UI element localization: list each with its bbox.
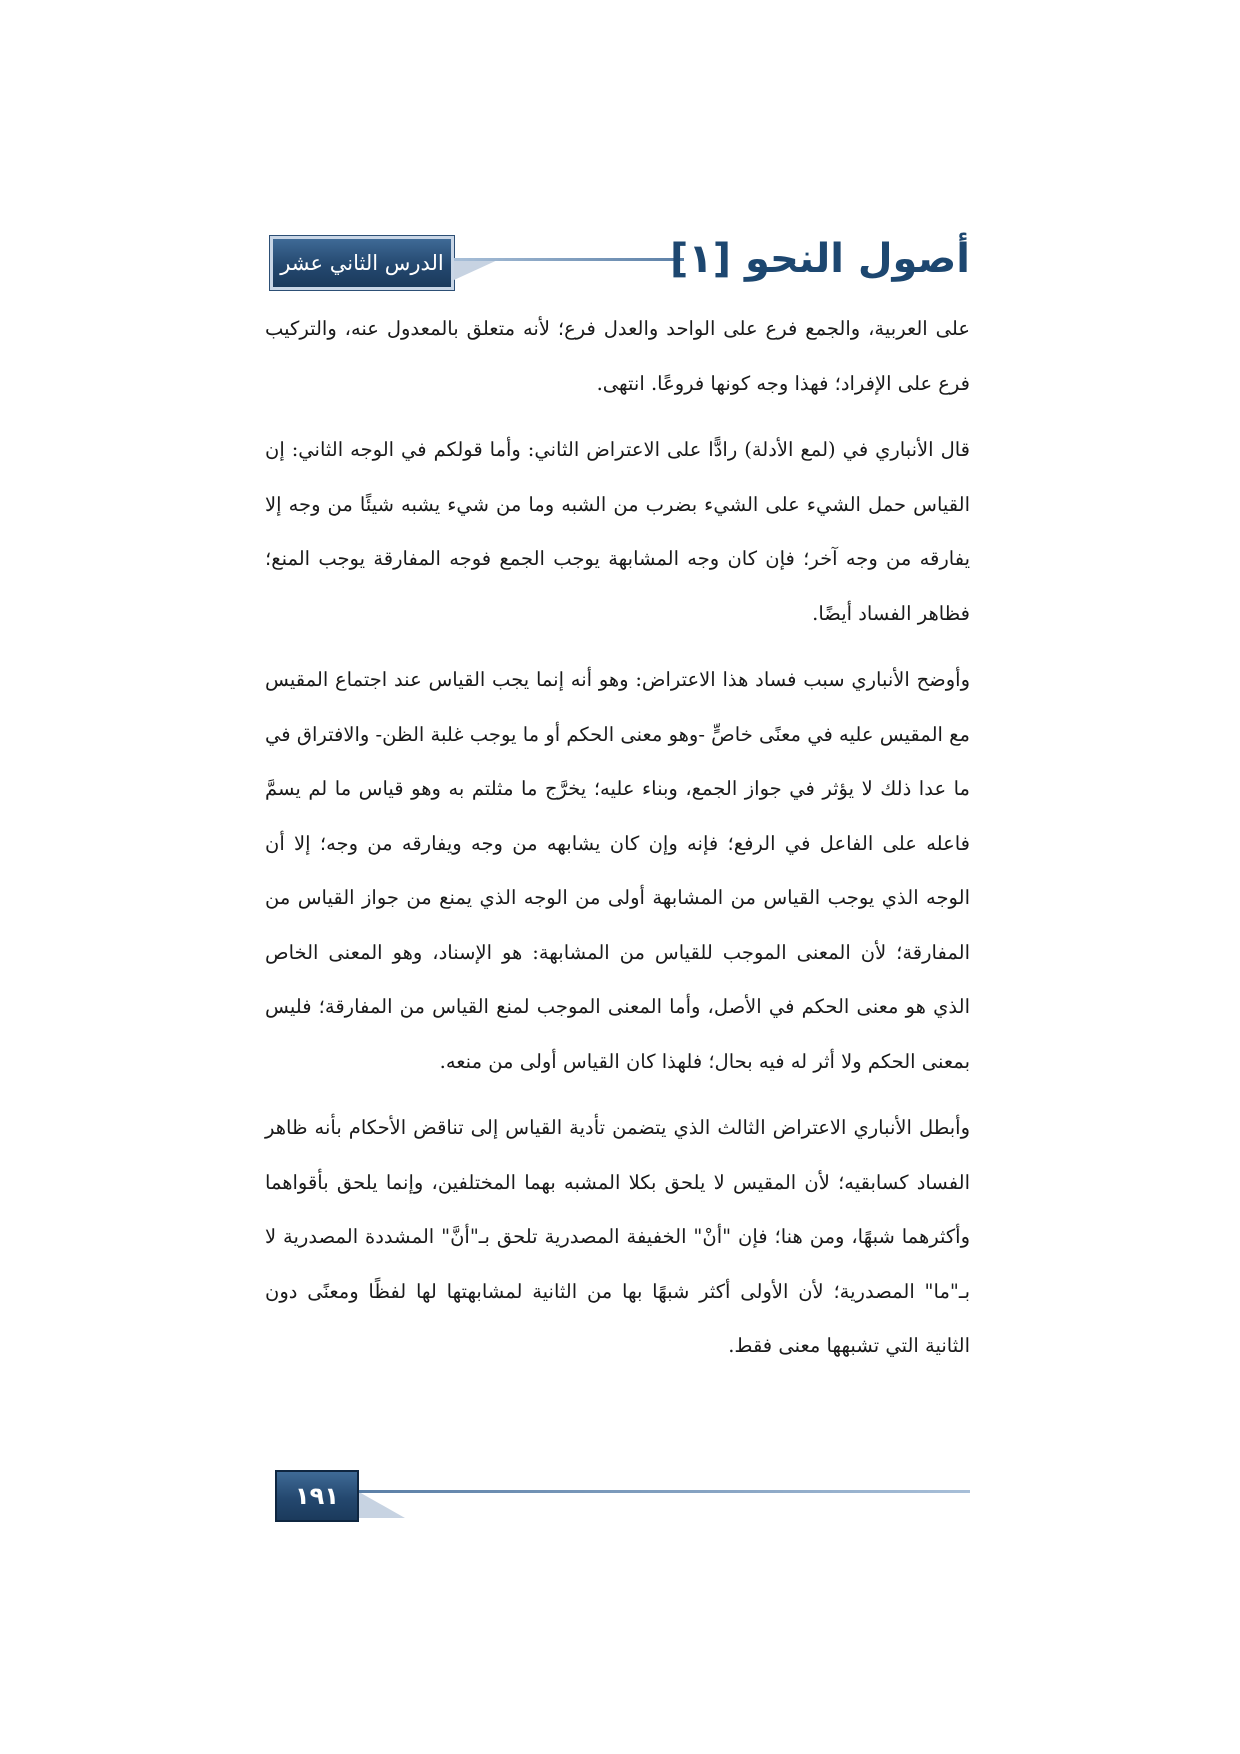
- footer-decoration-wedge: [359, 1492, 405, 1518]
- page-body: [265, 302, 970, 1386]
- paragraph-3: وأوضح الأنباري سبب فساد هذا الاعتراض: وهو أنه إنما يجب القياس عند اجتماع المقيس مع المقيس عليه في معنًى خاصٍّ -وهو معنى الحكم أو ما يوجب غلبة الظن- والافتراق في ما عدا ذلك لا يؤثر في جواز الجمع، وبناء عليه؛ يخرَّج ما مثلتم به وهو قياس ما لم يسمَّ فاعله على الفاعل في الرفع؛ فإنه وإن كان يشابهه من وجه ويفارقه من وجه؛ إلا أن الوجه الذي يوجب القياس من المشابهة أولى من الوجه الذي يمنع من جواز القياس من المفارقة؛ لأن المعنى الموجب للقياس من المشابهة: هو الإسناد، وهو المعنى الخاص الذي هو معنى الحكم في الأصل، وأما المعنى الموجب لمنع القياس من المفارقة؛ فليس بمعنى الحكم ولا أثر له فيه بحال؛ فلهذا كان القياس أولى من منعه.: [265, 668, 970, 1073]
- page-footer: [275, 1470, 970, 1530]
- header-divider-line: [454, 258, 684, 261]
- paragraph-1: على العربية، والجمع فرع على الواحد والعدل فرع؛ لأنه متعلق بالمعدول عنه، والتركيب فرع على الإفراد؛ فهذا وجه كونها فروعًا. انتهى.: [265, 317, 970, 395]
- paragraph-4: وأبطل الأنباري الاعتراض الثالث الذي يتضمن تأدية القياس إلى تناقض الأحكام بأنه ظاهر الفساد كسابقيه؛ لأن المقيس لا يلحق بكلا المشبه بهما المختلفين، وإنما يلحق بأقواهما وأكثرهما شبهًا، ومن هنا؛ فإن "أنْ" الخفيفة المصدرية تلحق بـ"أنَّ" المشددة المصدرية لا بـ"ما" المصدرية؛ لأن الأولى أكثر شبهًا بها من الثانية لمشابهتها لها لفظًا ومعنًى دون الثانية التي تشبهها معنى فقط.: [265, 1116, 970, 1357]
- lesson-label: الدرس الثاني عشر: [280, 251, 444, 275]
- lesson-label-box: [270, 236, 454, 290]
- paragraph-2: قال الأنباري في (لمع الأدلة) رادًّا على الاعتراض الثاني: وأما قولكم في الوجه الثاني: إن القياس حمل الشيء على الشيء بضرب من الشبه وما من شيء يشبه شيئًا من وجه إلا يفارقه من وجه آخر؛ فإن كان وجه المشابهة يوجب الجمع فوجه المفارقة يوجب المنع؛ فظاهر الفساد أيضًا.: [265, 438, 970, 625]
- page-header: [270, 228, 970, 290]
- header-decoration-wedge: [454, 258, 502, 280]
- book-title: أصول النحو [١]: [670, 236, 970, 282]
- footer-divider-line: [359, 1490, 970, 1493]
- page-number: ١٩١: [275, 1470, 359, 1522]
